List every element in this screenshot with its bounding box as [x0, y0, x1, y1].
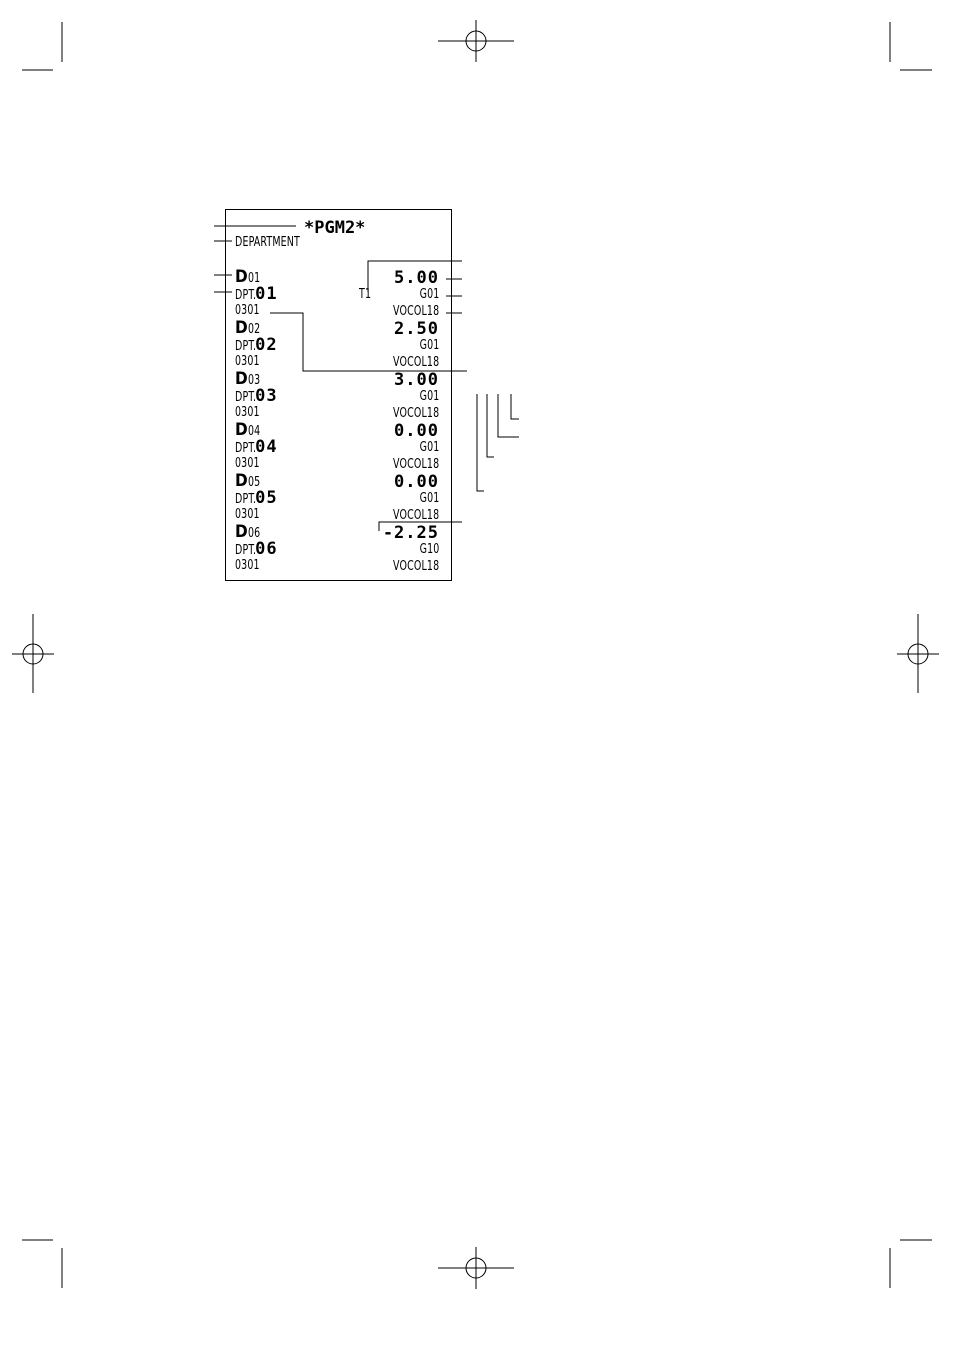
- department-vocol: VOCOL18: [392, 558, 439, 574]
- department-name: DPT.05: [235, 488, 278, 508]
- department-price: 0.00: [394, 421, 439, 441]
- department-vocol: VOCOL18: [392, 405, 439, 421]
- department-price: 3.00: [394, 370, 439, 390]
- department-group: G01: [419, 286, 439, 302]
- department-price: 5.00: [394, 268, 439, 288]
- department-code: D06: [235, 522, 261, 542]
- group-code: 0301: [235, 353, 260, 369]
- registration-mark-right: [897, 614, 939, 693]
- department-code: D04: [235, 420, 261, 440]
- department-name: DPT.03: [235, 386, 278, 406]
- registration-mark-bottom: [438, 1247, 514, 1289]
- department-code: D03: [235, 369, 261, 389]
- department-group: G01: [419, 337, 439, 353]
- department-price: 2.50: [394, 319, 439, 339]
- group-code: 0301: [235, 557, 260, 573]
- receipt-title: *PGM2*: [304, 218, 366, 238]
- department-name: DPT.06: [235, 539, 278, 559]
- registration-mark-left: [12, 614, 54, 693]
- department-name: DPT.02: [235, 335, 278, 355]
- receipt: [225, 209, 452, 581]
- department-code: D02: [235, 318, 261, 338]
- department-vocol: VOCOL18: [392, 354, 439, 370]
- department-vocol: VOCOL18: [392, 456, 439, 472]
- department-price: 0.00: [394, 472, 439, 492]
- group-code: 0301: [235, 404, 260, 420]
- receipt-header: DEPARTMENT: [235, 234, 300, 250]
- registration-mark-top: [438, 20, 514, 62]
- department-name: DPT.01: [235, 284, 278, 304]
- department-vocol: VOCOL18: [392, 507, 439, 523]
- department-group: G01: [419, 490, 439, 506]
- group-code: 0301: [235, 302, 260, 318]
- department-price: -2.25: [382, 523, 439, 543]
- tax-label: T1: [359, 286, 372, 302]
- group-code: 0301: [235, 455, 260, 471]
- department-group: G01: [419, 439, 439, 455]
- group-code: 0301: [235, 506, 260, 522]
- department-group: G01: [419, 388, 439, 404]
- department-code: D01: [235, 267, 261, 287]
- department-vocol: VOCOL18: [392, 303, 439, 319]
- department-group: G10: [419, 541, 439, 557]
- department-code: D05: [235, 471, 261, 491]
- department-name: DPT.04: [235, 437, 278, 457]
